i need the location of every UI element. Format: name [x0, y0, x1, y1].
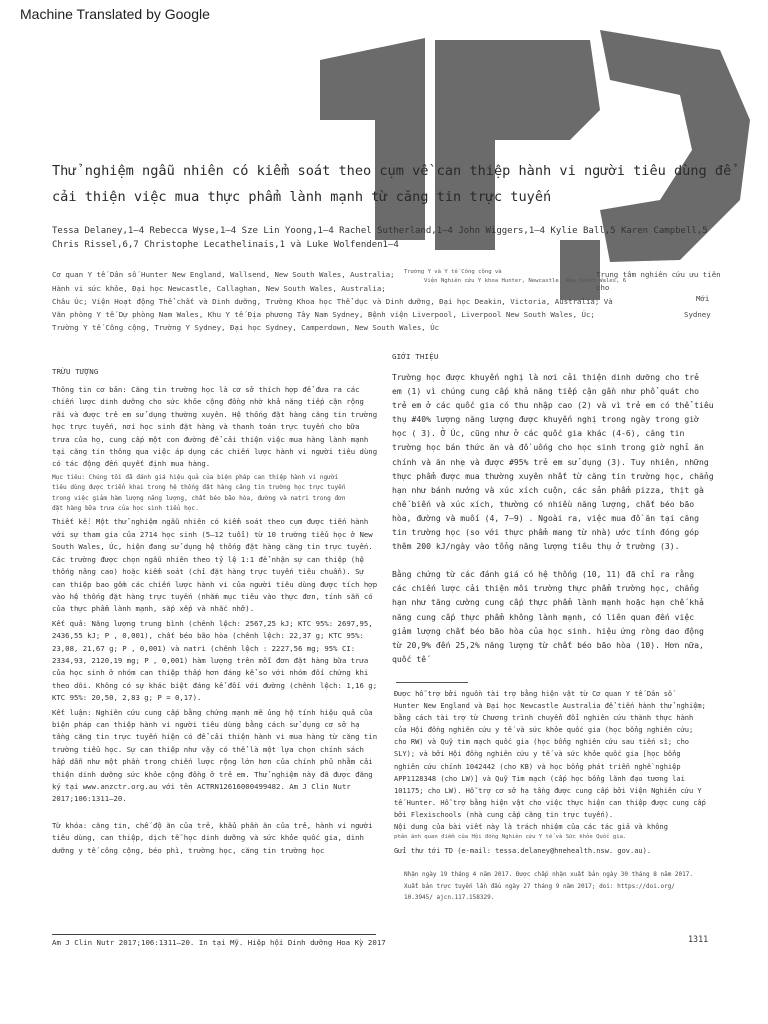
introduction-heading: GIỚI THIỆU	[392, 352, 439, 361]
affiliation-line-4b: Sydney	[684, 310, 711, 319]
journal-divider	[52, 934, 376, 935]
abstract-keywords: Từ khóa: căng tin, chế độ ăn của trẻ, khẩu phần ăn của trẻ, hành vi người tiêu dùng, can thiệp, dịch tễ học dinh dưỡng và sức khỏe quốc gia, dinh dưỡng y tế công cộng, béo phì, trường học, căng tin trường học	[52, 820, 373, 855]
affiliation-line-3b: Mới	[696, 294, 710, 303]
journal-logo-watermark	[300, 0, 768, 310]
affiliation-line-4: Văn phòng Y tế Dự phòng Nam Wales, Khu Y tế Địa phương Tây Nam Sydney, Bệnh viện Liverpool, Liverpool New South Wales, Úc;	[52, 310, 595, 319]
received-note: Nhận ngày 19 tháng 4 năm 2017. Được chấp nhận xuất bản ngày 30 tháng 8 năm 2017. Xuất bản trực tuyến lần đầu ngày 27 tháng 9 năm 2017; doi: https://doi.org/ 10.3945/ ajcn.117.158329.	[404, 871, 693, 902]
article-title: Thử nghiệm ngẫu nhiên có kiểm soát theo cụm về can thiệp hành vi người tiêu dùng để cải thiện việc mua thực phẩm lành mạnh từ căng tin trực tuyến	[52, 163, 732, 205]
abstract-objective: Mục tiêu: Chúng tôi đã đánh giá hiệu quả của biện pháp can thiệp hành vi người tiêu dùng được triển khai trong hệ thống đặt hàng căng tin trường học trực tuyến trong việc giảm hàm lượng năng lượng, chất béo bão hòa, đường và natri trong đơn đặt hàng bữa trưa của học sinh tiểu học.	[52, 473, 346, 513]
abstract-heading: TRỪU TƯỢNG	[52, 367, 99, 376]
footnotes	[394, 688, 724, 904]
abstract-results: Kết quả: Năng lượng trung bình (chênh lệch: 2567,25 kJ; KTC 95%: 2697,95, 2436,55 kJ; P , 0,001), chất béo bão hòa (chênh lệch: 22,37 g; KTC 95%: 23,08, 21,67 g; P , 0,001) và natri (chênh lệch : 2227,56 mg; 95% CI: 2334,93, 2120,19 mg; P , 0,001) hàm lượng trên mỗi đơn đặt hàng bữa trưa của học sinh ở nhóm can thiệp thấp hơn đáng kể so với nhóm đối chứng khi theo dõi. Không có sự khác biệt đáng kể đối với đường (chênh lệch: 1,16 g; KTC 95%: 20,50, 2,83 g; P = 0,17).	[52, 618, 378, 703]
funding-note: Được hỗ trợ bởi nguồn tài trợ bằng hiện vật từ Cơ quan Y tế Dân số Hunter New England và Đại học Newcastle Australia để tiến hành thử nghiệm; bằng cách tài trợ từ Chương trình chuyển đổi nghiên cứu thành thực hành của Hội đồng nghiên cứu y tế và sức khỏe quốc gia (học bổng nghiên cứu; cho RW) và Quỹ tim mạch quốc gia (học bổng nghiên cứu sau tiến sĩ; cho SLY); và bởi Hội đồng nghiên cứu y tế và sức khỏe quốc gia [học bổng nghiên cứu chính 1042442 (cho KB) và học bổng phát triển nghề nghiệp APP1128348 (cho LW)] và Quỹ Tim mạch (cấp học bổng lãnh đạo tương lai 101175; cho LW). Hỗ trợ cơ sở hạ tầng được cung cấp bởi Viện Nghiên cứu Y tế Hunter. Hỗ trợ bằng hiện vật cho việc thực hiện can thiệp được cung cấp bởi Flexischools (nhà cung cấp căng tin trực tuyến).	[394, 690, 706, 819]
introduction-paragraph-2: Bằng chứng từ các đánh giá có hệ thống (10, 11) đã chỉ ra rằng các chiến lược cải thiện môi trường thực phẩm trường học, chẳng hạn như tăng cường cung cấp thực phẩm lành mạnh hoặc hạn chế khả năng cung cấp thực phẩm không lành mạnh, có liên quan đến việc giảm lượng chất béo bão hòa của học sinh. hiệu ứng ròng dao động từ 20,9% đến 25,2% năng lượng từ chất béo bão hòa (10). Hơn nữa, quốc tế	[392, 569, 704, 664]
affiliation-line-1b: Trường Y và Y tế Công cộng và	[404, 269, 502, 275]
logo-shape-middle	[435, 40, 600, 250]
affiliation-line-1d: Viện Nghiên cứu Y khoa Hunter, Newcastle, New South Wales, 6	[424, 278, 627, 284]
affiliation-line-1a: Cơ quan Y tế Dân số Hunter New England, Wallsend, New South Wales, Australia;	[52, 270, 395, 279]
abstract-design: Thiết kế: Một thử nghiệm ngẫu nhiên có kiểm soát theo cụm được tiến hành với sự tham gia của 2714 học sinh (5–12 tuổi) từ 10 trường tiểu học ở New South Wales, Úc, hiện đang sử dụng hệ thống đặt hàng căng tin trực tuyến. Các trường được chọn ngẫu nhiên theo tỷ lệ 1:1 để nhận sự can thiệp (hệ thống nâng cao) hoặc kiểm soát (chỉ đặt hàng trực tuyến tiêu chuẩn). Sự can thiệp bao gồm các chiến lược hành vi của người tiêu dùng được tích hợp vào hệ thống đặt hàng trực tuyến (nhắm mục tiêu vào thực đơn, tính sẵn có của thực phẩm lành mạnh, sắp xếp và nhắc nhở).	[52, 517, 378, 614]
introduction-column	[392, 352, 722, 666]
abstract-column	[52, 367, 378, 859]
journal-citation: Am J Clin Nutr 2017;106:1311–20. In tại Mỹ. Hiệp hội Dinh dưỡng Hoa Kỳ 2017	[52, 938, 386, 947]
machine-translated-banner: Machine Translated by Google	[20, 6, 210, 22]
abstract-conclusions: Kết luận: Nghiên cứu cung cấp bằng chứng mạnh mẽ ủng hộ tính hiệu quả của biện pháp can thiệp hành vi người tiêu dùng bằng cách sử dụng cơ sở hạ tầng căng tin trực tuyến hiện có để cải thiện hành vi mua hàng từ căng tin trường tiểu học. Sự can thiệp như vậy có thể là một lựa chọn chính sách hấp dẫn như một phần trong chiến lược rộng lớn hơn của chính phủ nhằm cải thiện dinh dưỡng sức khỏe cộng đồng ở trẻ em. Thử nghiệm này đã được đăng ký tại www.anzctr.org.au với tên ACTRN12616000499482. Am J Clin Nutr 2017;106:1311–20.	[52, 707, 378, 804]
affiliation-line-3: Châu Úc; Viện Hoạt động Thể chất và Dinh dưỡng, Trường Khoa học Thể dục và Dinh dưỡng, Đại học Deakin, Victoria, Australia; Và	[52, 297, 613, 306]
affiliations	[52, 268, 732, 334]
responsibility-note: Nội dung của bài viết này là trách nhiệm của các tác giả và không	[394, 823, 668, 832]
affiliation-line-5: Trường Y tế Công cộng, Trường Y Sydney, Đại học Sydney, Camperdown, New South Wales, Úc	[52, 323, 440, 332]
affiliation-line-2: Hành vi sức khỏe, Đại học Newcastle, Callaghan, New South Wales, Australia;	[52, 284, 386, 293]
responsibility-note-small: phản ánh quan điểm của Hội đồng Nghiên cứu Y tế và Sức khỏe Quốc gia.	[394, 834, 627, 841]
abstract-background: Thông tin cơ bản: Căng tin trường học là cơ sở thích hợp để đưa ra các chiến lược dinh dưỡng cho sức khỏe cộng đồng nhờ khả năng tiếp cận rộng rãi và được trẻ em sử dụng thường xuyên. Hệ thống đặt hàng căng tin trường học trực tuyến, nơi học sinh đặt hàng và thanh toán trực tuyến cho bữa trưa của họ, cung cấp một con đường để cải thiện việc mua hàng lành mạnh tại căng tin thông qua việc áp dụng các chiến lược hành vi người tiêu dùng có tác động đến quyết định mua hàng.	[52, 385, 378, 469]
page-number: 1311	[688, 934, 709, 944]
author-list: Tessa Delaney,1–4 Rebecca Wyse,1–4 Sze Lin Yoong,1–4 Rachel Sutherland,1–4 John Wiggers,1–4 Kylie Ball,5 Karen Campbell,5 Chris Rissel,6,7 Christophe Lecathelinais,1 và Luke Wolfenden1–4	[52, 226, 708, 250]
affiliation-line-1c: Trung tâm nghiên cứu ưu tiên cho	[596, 270, 721, 292]
footnote-divider	[396, 682, 468, 683]
introduction-paragraph-1: Trường học được khuyến nghị là nơi cải thiện dinh dưỡng cho trẻ em (1) vì chúng cung cấp khả năng tiếp cận gần như phổ quát cho trẻ em ở các quốc gia có thu nhập cao (2) và vì trẻ em có thể tiêu thụ #40% lượng năng lượng được khuyến nghị trong ngày trong giờ học ( 3). Ở Úc, cũng như ở các quốc gia khác (4-6), căng tin trường học bán thức ăn và đồ uống cho học sinh trong giờ nghỉ ăn chính và ăn nhẹ và được #95% trẻ em sử dụng (3). Tuy nhiên, những thực phẩm được mua thường xuyên nhất từ căng tin trường học, chẳng hạn như bánh nướng và xúc xích cuộn, các sản phẩm pizza, thịt gà chế biến và xúc xích, thường có nhiều năng lượng, chất béo bão hòa, đường và muối (4, 7–9) . Ngoài ra, việc mua đồ ăn tại căng tin trường học (so với thực phẩm mang từ nhà) ước tính đóng góp thêm 200 kJ/ngày vào tổng năng lượng tiêu thụ ở trường (3).	[392, 372, 714, 552]
correspondence-note: Gửi thư tới TD (e-mail: tessa.delaney@hnehealth.nsw. gov.au).	[394, 847, 652, 856]
